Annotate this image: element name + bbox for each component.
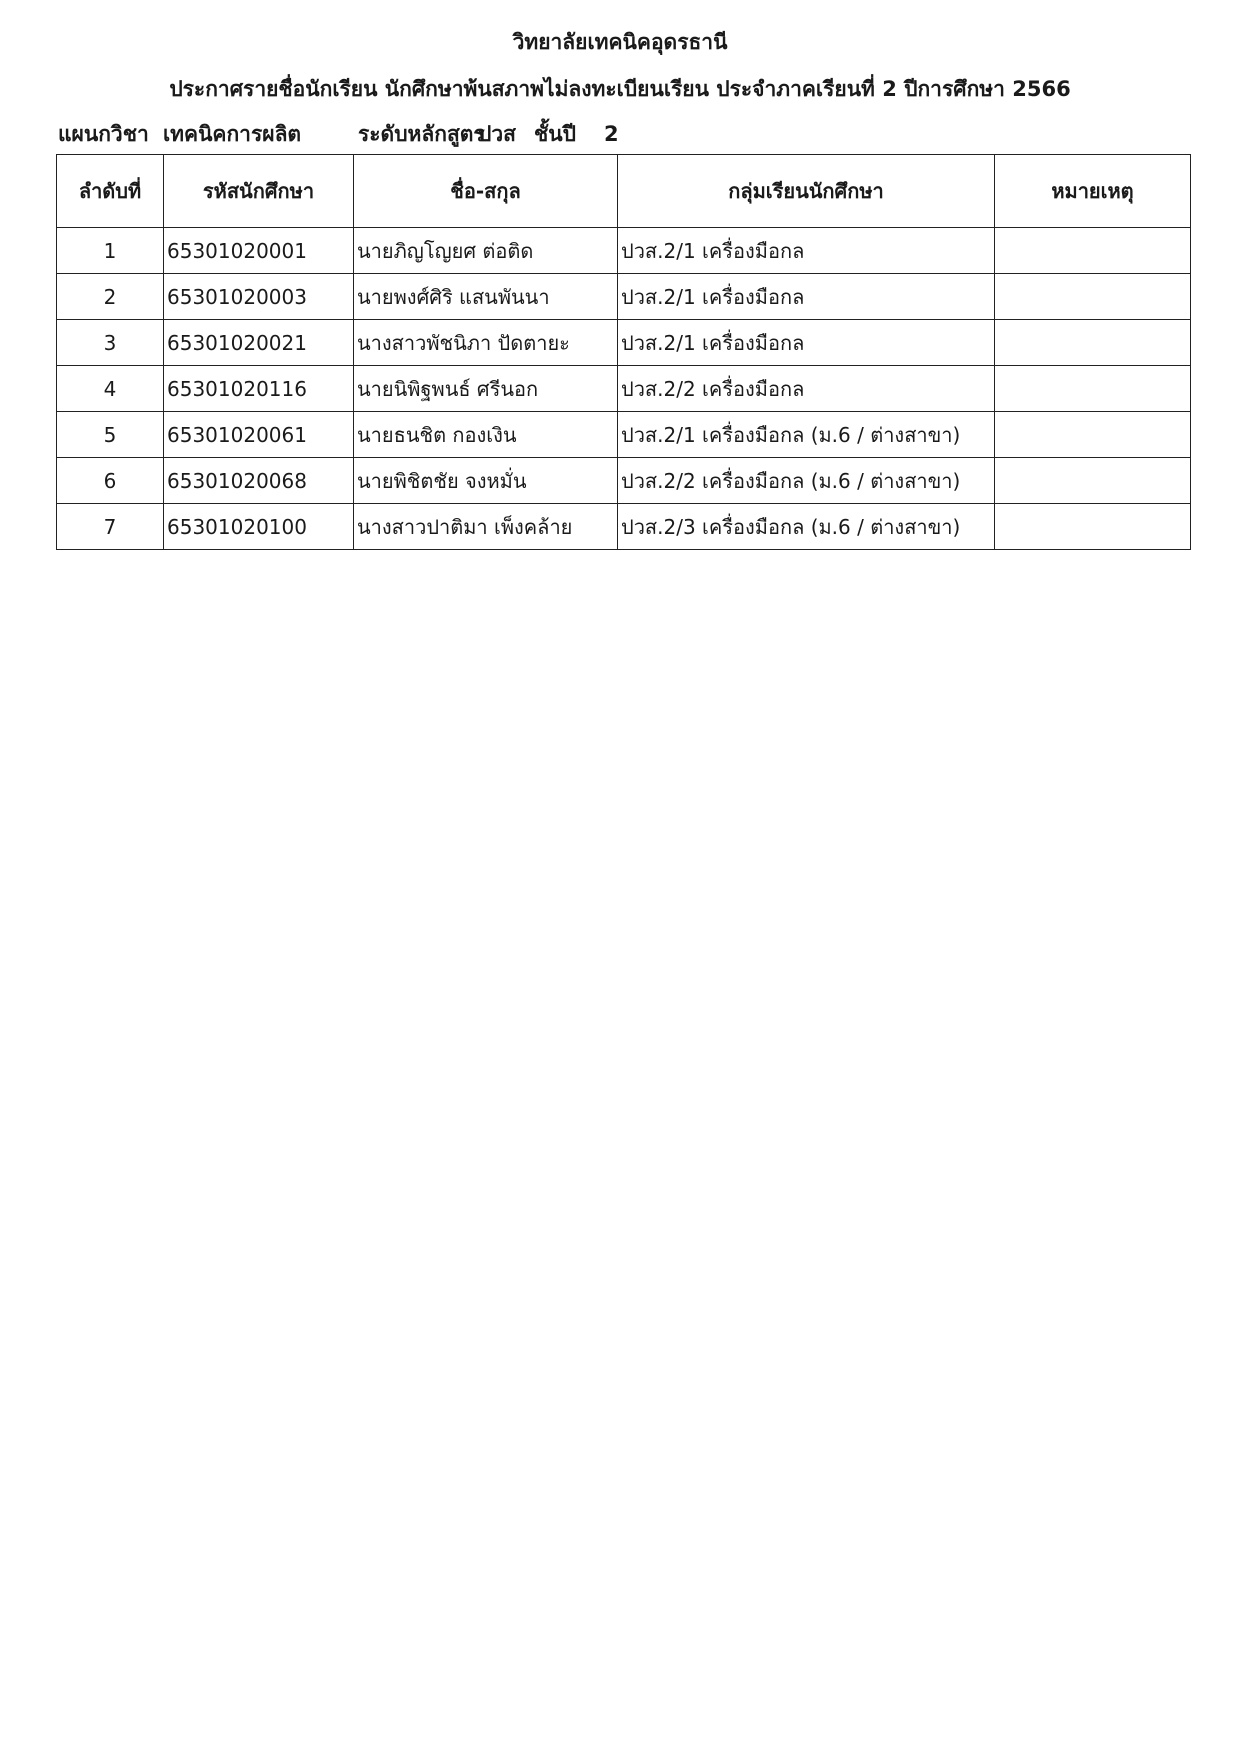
- header-study-group: กลุ่มเรียนนักศึกษา: [618, 155, 995, 228]
- header-number: ลำดับที่: [57, 155, 164, 228]
- cell-student-id: 65301020100: [164, 504, 354, 550]
- cell-remarks: [995, 320, 1191, 366]
- cell-study-group: ปวส.2/1 เครื่องมือกล: [618, 228, 995, 274]
- table-row: [57, 458, 1191, 504]
- header-student-id: รหัสนักศึกษา: [164, 155, 354, 228]
- cell-student-id: 65301020068: [164, 458, 354, 504]
- class-info-line: [58, 118, 619, 151]
- cell-study-group: ปวส.2/2 เครื่องมือกล (ม.6 / ต่างสาขา): [618, 458, 995, 504]
- cell-full-name: นายธนชิต กองเงิน: [354, 412, 618, 458]
- cell-remarks: [995, 504, 1191, 550]
- cell-remarks: [995, 274, 1191, 320]
- cell-full-name: นายพงศ์ศิริ แสนพันนา: [354, 274, 618, 320]
- cell-student-id: 65301020001: [164, 228, 354, 274]
- cell-study-group: ปวส.2/2 เครื่องมือกล: [618, 366, 995, 412]
- cell-student-id: 65301020003: [164, 274, 354, 320]
- level-label: ระดับหลักสูตร: [358, 122, 485, 146]
- cell-study-group: ปวส.2/1 เครื่องมือกล: [618, 320, 995, 366]
- cell-number: 4: [57, 366, 164, 412]
- student-roster-table: [56, 154, 1191, 550]
- header-remarks: หมายเหตุ: [995, 155, 1191, 228]
- table-row: [57, 320, 1191, 366]
- table-row: [57, 366, 1191, 412]
- cell-study-group: ปวส.2/3 เครื่องมือกล (ม.6 / ต่างสาขา): [618, 504, 995, 550]
- cell-number: 5: [57, 412, 164, 458]
- cell-remarks: [995, 366, 1191, 412]
- cell-full-name: นายภิญโญยศ ต่อติด: [354, 228, 618, 274]
- cell-number: 3: [57, 320, 164, 366]
- cell-student-id: 65301020061: [164, 412, 354, 458]
- year-label: ชั้นปี: [534, 122, 576, 146]
- department-label: แผนกวิชา: [58, 122, 149, 146]
- cell-full-name: นายพิชิตชัย จงหมั่น: [354, 458, 618, 504]
- level-value: ปวส: [478, 122, 516, 146]
- cell-number: 1: [57, 228, 164, 274]
- table-header-row: [57, 155, 1191, 228]
- institution-title: วิทยาลัยเทคนิคอุดรธานี: [512, 30, 728, 54]
- cell-full-name: นางสาวปาติมา เพ็งคล้าย: [354, 504, 618, 550]
- announcement-title: ประกาศรายชื่อนักเรียน นักศึกษาพ้นสภาพไม่ลงทะเบียนเรียน ประจำภาคเรียนที่ 2 ปีการศึกษา 2566: [169, 77, 1071, 101]
- table-row: [57, 228, 1191, 274]
- table-row: [57, 274, 1191, 320]
- cell-study-group: ปวส.2/1 เครื่องมือกล (ม.6 / ต่างสาขา): [618, 412, 995, 458]
- cell-full-name: นางสาวพัชนิภา ปัดตายะ: [354, 320, 618, 366]
- cell-student-id: 65301020021: [164, 320, 354, 366]
- header-full-name: ชื่อ-สกุล: [354, 155, 618, 228]
- cell-remarks: [995, 412, 1191, 458]
- table-row: [57, 412, 1191, 458]
- cell-number: 2: [57, 274, 164, 320]
- table-row: [57, 504, 1191, 550]
- cell-student-id: 65301020116: [164, 366, 354, 412]
- year-value: 2: [604, 122, 619, 146]
- cell-full-name: นายนิพิฐพนธ์ ศรีนอก: [354, 366, 618, 412]
- cell-number: 7: [57, 504, 164, 550]
- cell-remarks: [995, 228, 1191, 274]
- department-value: เทคนิคการผลิต: [163, 122, 302, 146]
- cell-number: 6: [57, 458, 164, 504]
- cell-remarks: [995, 458, 1191, 504]
- cell-study-group: ปวส.2/1 เครื่องมือกล: [618, 274, 995, 320]
